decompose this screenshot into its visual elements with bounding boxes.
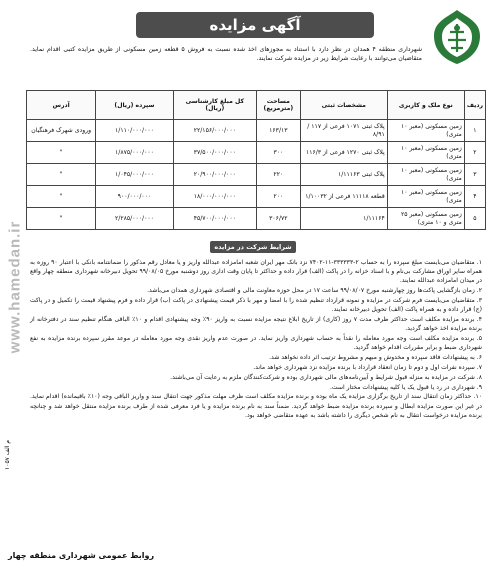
cell-registry: پلاک ثبتی ۱/۱۱۱۶۳ [300,164,387,186]
cell-area: ۲۲۰ [256,164,300,186]
ad-code: م الف ۱۰۵۷ [4,439,11,470]
cell-type: زمین مسکونی (معبر ۲۵ متری و ۱۰ متری) [387,208,464,230]
cell-registry: ۱/۱۱۱۶۴ [300,208,387,230]
condition-item: ۱۰. حداکثر زمان انتقال سند از تاریخ برگزاری مزایده یک ماه بوده و برنده مزایده مکلف است ظرف مهلت مذکور جهت انتقال سند و واریز الباقی وجه (۱۰٪ باقیمانده) اقدام نماید. در غیر این صورت مزایده ابطال و سپرده برنده مزایده ضبط خواهد گردید. ضمناً سند به نام برنده مزایده و یا فرد معرفی شده از طرف برنده مزایده منتقل خواهد شد و چنانچه برنده مزایده درخواست انتقال به نام شخص دیگری را داشته باشد به عهده متقاضی خواهد بود. [30,393,482,419]
cell-deposit: ۲/۲۸۵/۰۰۰/۰۰۰ [96,208,173,230]
cell-price: ۲۰/۹۰۰/۰۰۰/۰۰۰ [173,164,256,186]
cell-row-number: ۵ [464,208,485,230]
cell-price: ۴۵/۷۰۰/۰۰۰/۰۰۰ [173,208,256,230]
condition-item: ۱. متقاضیان می‌بایست مبلغ سپرده را به حساب ۲-۳۳۳۳۳۳-۱۱-۷۴۰۲ نزد بانک مهر ایران شعبه امامزاده عبدالله واریز و یا معادل رقم مذکور را ضمانتنامه بانکی با اعتبار ۹۰ روزه به همراه سایر اوراق مشارکت بی‌نام و با اسناد خزانه را در پاکت (الف) قرار داده و حداکثر تا پایان وقت اداری روز دوشنبه مورخ ۹۹/۰۸/۰۵ تحویل دبیرخانه شهرداری منطقه چهار واقع در میدان امامزاده عبدالله نمایند. [30,259,482,285]
cell-type: زمین مسکونی (معبر ۱۰ متری) [387,142,464,164]
cell-address: " [27,142,96,164]
cell-address: " [27,186,96,208]
table-row [27,186,486,208]
cell-area: ۳۰۶/۷۲ [256,208,300,230]
table-row [27,120,486,142]
conditions-heading: شرایط شرکت در مزایده [210,241,296,253]
table-header-row [27,91,486,120]
page-title: آگهی مزایده [136,12,374,38]
condition-item: ۷. سپرده نفرات اول و دوم تا زمان انعقاد قرارداد با برنده مزایده نزد شهرداری خواهد ماند. [253,363,482,371]
cell-area: ۳۰۰ [256,142,300,164]
auction-table [26,90,486,230]
condition-item: ۸. شرکت در مزایده به منزله قبول شرایط و آیین‌نامه‌های مالی شهرداری بوده و شرکت‌کنندگان ملزم به رعایت آن می‌باشند. [170,373,482,381]
condition-item: ۶. به پیشنهادات فاقد سپرده و مخدوش و مبهم و مشروط ترتیب اثر داده نخواهد شد. [269,353,482,361]
cell-price: ۱۸/۰۰۰/۰۰۰/۰۰۰ [173,186,256,208]
col-header-deposit: سپرده (ریال) [96,91,173,120]
cell-registry: قطعه ۱۱۱۱۸ فرعی از ۱/۱۰۰۳۲ [300,186,387,208]
cell-deposit: ۹۰۰/۰۰۰/۰۰۰ [96,186,173,208]
side-watermark [6,8,24,566]
cell-address: ورودی شهرک فرهنگیان [27,120,96,142]
cell-row-number: ۱ [464,120,485,142]
condition-item: ۹. شهرداری در رد یا قبول یک یا کلیه پیشنهادات مختار است. [329,383,482,391]
col-header-registry: مشخصات ثبتی [300,91,387,120]
col-header-price: کل مبلغ کارشناسی (ریال) [173,91,256,120]
ad-content [26,6,486,568]
footer-signature: روابط عمومی شهرداری منطقه چهار [8,551,155,560]
cell-deposit: ۱/۸۷۵/۰۰۰/۰۰۰ [96,142,173,164]
cell-area: ۲۰۰ [256,186,300,208]
cell-price: ۳۷/۵۰۰/۰۰۰/۰۰۰ [173,142,256,164]
cell-address: " [27,164,96,186]
table-row [27,164,486,186]
cell-type: زمین مسکونی (معبر ۱۰ متری) [387,120,464,142]
cell-type: زمین مسکونی (معبر ۱۰ متری) [387,164,464,186]
cell-price: ۲۲/۱۵۶/۰۰۰/۰۰۰ [173,120,256,142]
intro-text: شهرداری منطقه ۴ همدان در نظر دارد با استناد به مجوزهای اخذ شده نسبت به فروش ۵ قطعه زمین مسکونی از طریق مزایده کتبی اقدام نماید. متقاضیان می‌توانند با رعایت شرایط زیر در مزایده شرکت نمایند. [30,46,422,62]
header [26,6,486,66]
table-row [27,208,486,230]
cell-row-number: ۳ [464,164,485,186]
cell-deposit: ۱/۱۱۰/۰۰۰/۰۰۰ [96,120,173,142]
condition-item: ۲. زمان بازگشایی پاکت‌ها روز چهارشنبه مورخ ۹۹/۰۸/۰۷ ساعت ۱۷ در محل حوزه معاونت مالی و اقتصادی شهرداری همدان می‌باشد. [147,287,482,295]
cell-type: زمین مسکونی (معبر ۱۰ متری) [387,186,464,208]
cell-area: ۱۶۳/۱۳ [256,120,300,142]
cell-address: " [27,208,96,230]
cell-registry: پلاک ثبتی ۱۰۷۱ فرعی از ۱۱۷ / ۸/۹۱ [300,120,387,142]
cell-registry: پلاک ثبتی ۱۲۷۰ فرعی از ۱۱۶/۳ [300,142,387,164]
conditions-list [30,258,482,421]
col-header-type: نوع ملک و کاربری [387,91,464,120]
condition-item: ۵. برنده مزایده مکلف است وجه مورد معامله را نقداً به حساب شهرداری واریز نماید. در صورت عدم واریز نقدی وجه مورد معامله در موعد مقرر سپرده برنده مزایده به نفع شهرداری ضبط و برابر مقررات اقدام خواهد گردید. [30,334,482,352]
col-header-address: آدرس [27,91,96,120]
watermark-url: www.hamedan.ir [6,220,24,354]
col-header-area: مساحت (مترمربع) [256,91,300,120]
municipality-logo-icon [430,8,484,66]
table-row [27,142,486,164]
condition-item: ۴. برنده مزایده مکلف است حداکثر ظرف مدت ۷ روز (کاری) از تاریخ ابلاغ نتیجه مزایده نسبت به واریز ۹۰٪ وجه پیشنهادی اقدام و ۱۰٪ الباقی هنگام تنظیم سند در دفترخانه از برنده مزایده اخذ خواهد گردید. [30,315,482,333]
col-header-row-number: ردیف [464,91,485,120]
condition-item: ۳. متقاضیان می‌بایست فرم شرکت در مزایده و نمونه قرارداد تنظیم شده را با امضا و مهر با ذکر قیمت پیشنهادی در پاکت (ب) قرار داده و فرم پیشنهاد قیمت را تکمیل و در پاکت (ج) قرار داده و به همراه پاکت (الف) تحویل دبیرخانه نمایند. [30,296,482,314]
cell-deposit: ۱/۰۴۵/۰۰۰/۰۰۰ [96,164,173,186]
cell-row-number: ۲ [464,142,485,164]
cell-row-number: ۴ [464,186,485,208]
